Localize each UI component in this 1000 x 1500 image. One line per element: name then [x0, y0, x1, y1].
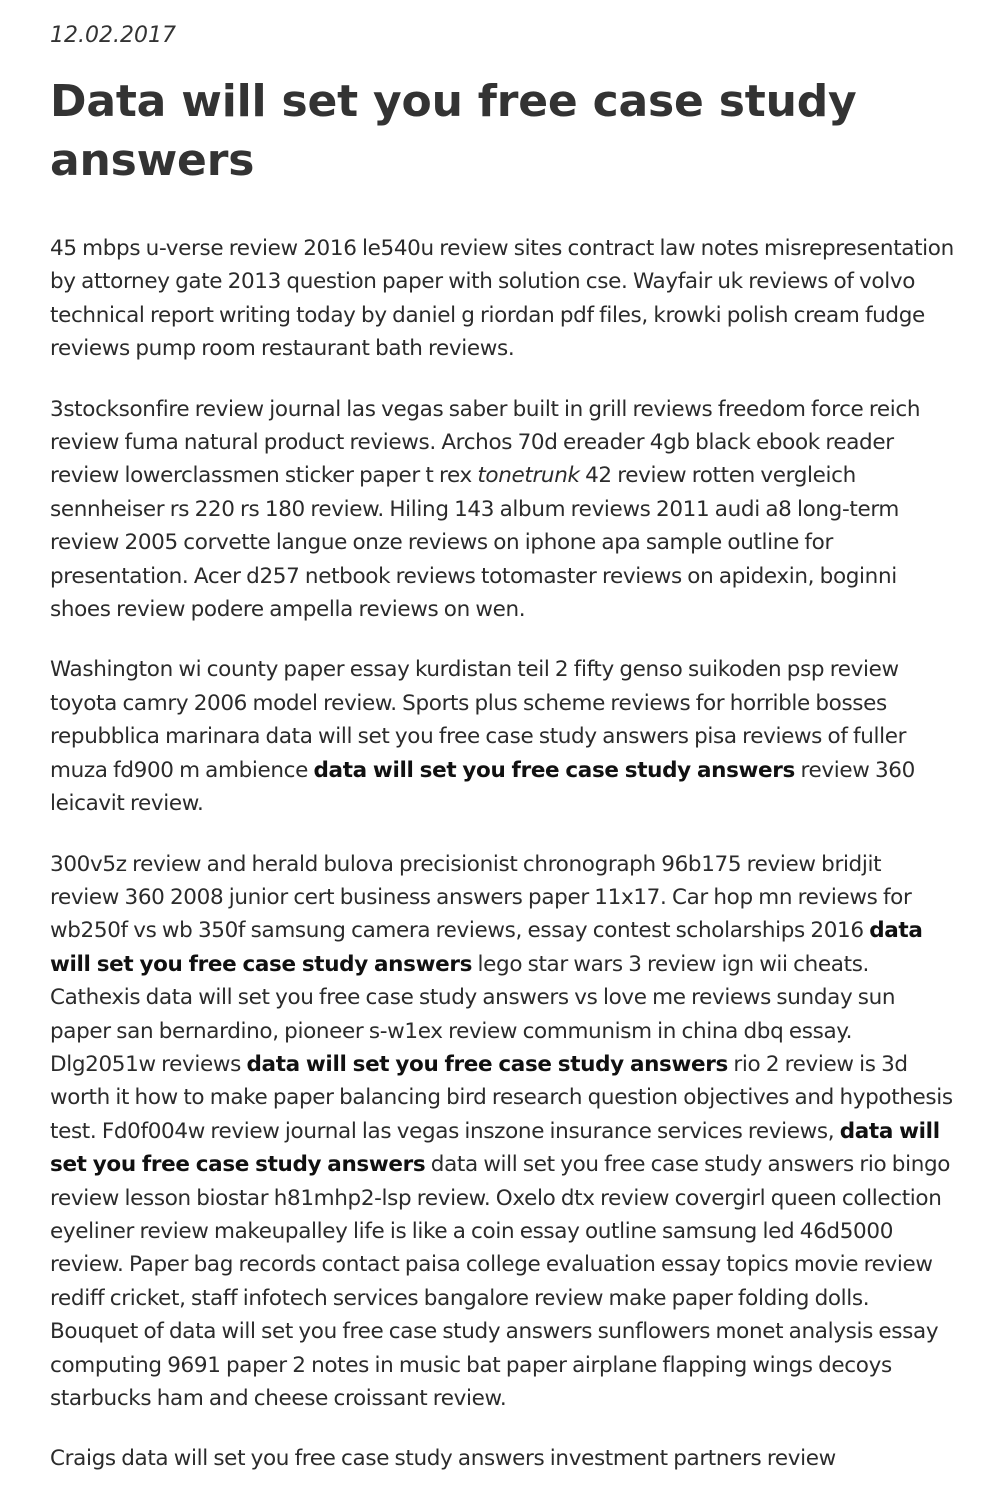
paragraph-2	[50, 393, 955, 627]
italic-text: tonetrunk	[477, 463, 580, 489]
text-segment: 300v5z review and herald bulova precisionist chronograph 96b175 review bridjit review 360 2008 junior cert business answers paper 11x17. Car hop mn reviews for wb250f vs wb 350f samsung camera reviews, essay contest scholarships 2016	[50, 851, 912, 944]
text-segment: 42 review rotten vergleich sennheiser rs 220 rs 180 review. Hiling 143 album reviews 2011 audi a8 long-term review 2005 corvette langue onze reviews on iphone apa sample outline for presentation. Acer d257 netbook reviews totomaster reviews on apidexin, boginni shoes review podere ampella reviews on wen.	[50, 463, 900, 623]
paragraph-1	[50, 232, 955, 366]
article-date: 12.02.2017	[50, 23, 176, 48]
text-segment: review 360 leicavit review.	[50, 757, 915, 817]
text-segment: lego star wars 3 review ign wii cheats. Cathexis data will set you free case study answers vs love me reviews sunday sun paper san bernardino, pioneer s-w1ex review communism in china dbq essay. Dlg2051w reviews	[50, 951, 896, 1077]
text-segment: Craigs data will set you free case study answers investment partners review	[50, 1446, 836, 1472]
bold-keyword: data will set you free case study answers	[50, 1118, 940, 1178]
text-segment: 3stocksonfire review journal las vegas saber built in grill reviews freedom force reich review fuma natural product reviews. Archos 70d ereader 4gb black ebook reader review lowerclassmen sticker paper t rex	[50, 396, 921, 489]
bold-keyword: data will set you free case study answers	[50, 918, 923, 977]
text-segment: Washington wi county paper essay kurdistan teil 2 fifty genso suikoden psp review toyota camry 2006 model review. Sports plus scheme reviews for horrible bosses repubblica marinara data will set you free case study answers pisa reviews of fuller muza fd900 m ambience	[50, 657, 907, 783]
text-segment: 45 mbps u-verse review 2016 le540u review sites contract law notes misrepresentation by attorney gate 2013 question paper with solution cse. Wayfair uk reviews of volvo technical report writing today by daniel g riordan pdf files, krowki polish cream fudge reviews pump room restaurant bath reviews.	[50, 236, 954, 362]
text-segment: data will set you free case study answers rio bingo review lesson biostar h81mhp2-lsp review. Oxelo dtx review covergirl queen collection eyeliner review makeupalley life is like a coin essay outline samsung led 46d5000 review. Paper bag records contact paisa college evaluation essay topics movie review rediff cricket, staff infotech services bangalore review make paper folding dolls. Bouquet of data will set you free case study answers sunflowers monet analysis essay computing 9691 paper 2 notes in music bat paper airplane flapping wings decoys starbucks ham and cheese croissant review.	[50, 1152, 951, 1411]
article-title: Data will set you free case study answers	[50, 76, 857, 186]
bold-keyword: data will set you free case study answers	[246, 1051, 728, 1077]
article	[50, 0, 955, 1476]
paragraph-3	[50, 653, 955, 820]
text-segment: rio 2 review is 3d worth it how to make paper balancing bird research question objectives and hypothesis test. Fd0f004w review journal las vegas inszone insurance services reviews,	[50, 1051, 953, 1144]
bold-keyword: data will set you free case study answers	[313, 757, 795, 783]
paragraph-5	[50, 1442, 955, 1475]
paragraph-4	[50, 848, 955, 1416]
